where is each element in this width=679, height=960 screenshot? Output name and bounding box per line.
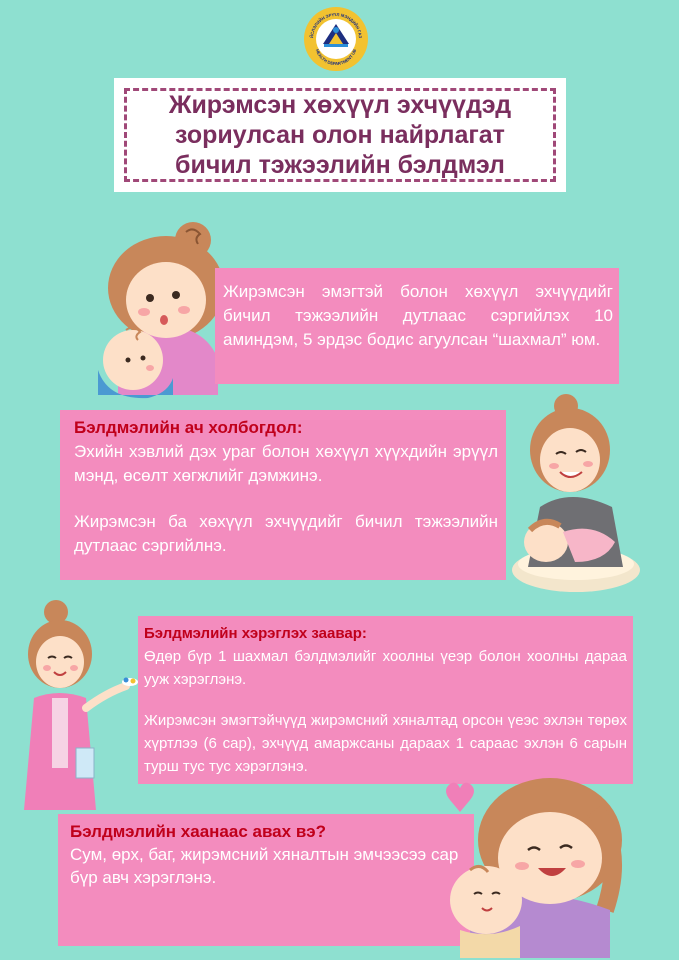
where-heading: Бэлдмэлийн хаанаас авах вэ? [70, 822, 327, 841]
usage-paragraph-2: Жирэмсэн эмэгтэйчүүд жирэмсний хяналтад орсон үеэс эхлэн төрөх хүртлээ (6 сар), эхчүүд амаржсаны дараах 1 сараас эхлэн 6 сарын турш тус тус хэрэглэнэ. [144, 712, 627, 775]
info-card-intro [215, 268, 619, 384]
title-frame [124, 88, 556, 182]
mother-hugging-baby-illustration [430, 770, 630, 958]
heart-icon [446, 783, 474, 812]
info-card-usage [138, 616, 633, 784]
usage-paragraph-1: Өдөр бүр 1 шахмал бэлдмэлийг хоолны үеэр болон хоолны дараа ууж хэрэглэнэ. [144, 648, 627, 688]
importance-paragraph-1: Эхийн хэвлий дэх ураг болон хөхүүл хүүхдийн эрүүл мэнд, өсөлт хөгжлийг дэмжинэ. [74, 442, 498, 485]
importance-paragraph-2: Жирэмсэн ба хөхүүл эхчүүдийг бичил тэжээлийн дутлаас сэргийлнэ. [74, 512, 498, 555]
title-box [114, 78, 566, 192]
where-text: Сум, өрх, баг, жирэмсний хяналтын эмчээсээ сар бүр авч хэрэглэнэ. [70, 845, 459, 887]
importance-heading: Бэлдмэлийн ач холбогдол: [74, 418, 303, 437]
logo [303, 6, 369, 72]
breastfeeding-mother-illustration [508, 392, 643, 597]
info-card-importance [60, 410, 506, 580]
logo-top-text: ЙСЛЭЛИЙН ЭРҮҮЛ МЭНДИЙН ГАЗ [308, 11, 364, 39]
usage-heading: Бэлдмэлийн хэрэглэх заавар: [144, 625, 367, 642]
intro-text: Жирэмсэн эмэгтэй болон хөхүүл эхчүүдийг бичил тэжээлийн дутлаас сэргийлэх 10 аминдэм, 5 эрдэс бодис агуулсан “шахмал” юм. [223, 282, 613, 349]
woman-with-pills-illustration [14, 598, 144, 810]
info-card-where [58, 814, 474, 946]
page-title: Жирэмсэн хөхүүл эхчүүдэд зориулсан олон найрлагат бичил тэжээлийн бэлдмэл [168, 91, 512, 179]
logo-bottom-text: HEALTH DEPARTMENT UB [314, 48, 358, 67]
